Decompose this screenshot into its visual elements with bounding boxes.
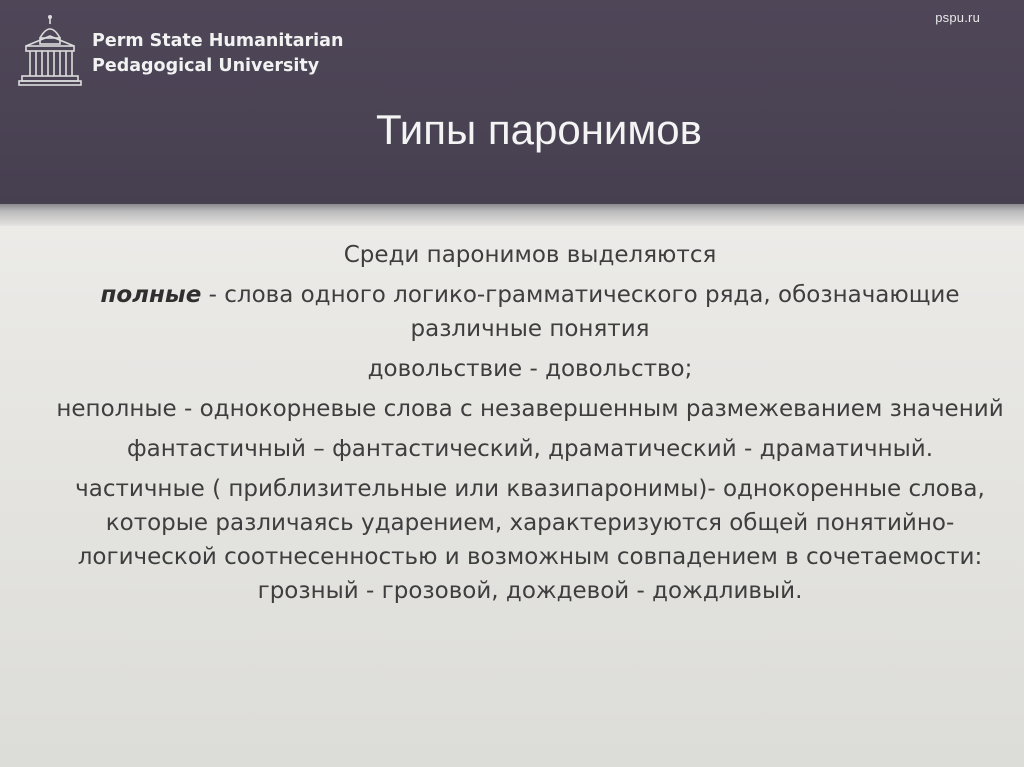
university-name-line-1: Perm State Humanitarian xyxy=(92,31,344,51)
intro-line: Среди паронимов выделяются xyxy=(343,242,717,268)
header-divider xyxy=(0,204,1024,226)
full-definition-text: - слова одного логико-грамматического ряда, обозначающие различные понятия xyxy=(201,282,960,342)
incomplete-paronyms-example: фантастичный – фантастический, драматический - драматичный. xyxy=(126,436,934,462)
partial-paronyms-definition: частичные ( приблизительные или квазипаронимы)- однокоренные слова, которые различаясь ударением, характеризуются общей понятийно-логической соотнесенностью и возможным совпадением в сочетаемости: грозный - грозовой, дождевой - дождливый. xyxy=(75,476,985,604)
full-paronyms-definition xyxy=(40,278,1020,346)
full-paronyms-example: довольствие - довольство; xyxy=(367,356,693,382)
university-name xyxy=(92,29,343,79)
site-url: pspu.ru xyxy=(935,10,980,25)
header-bar xyxy=(0,0,1024,204)
full-term: полные xyxy=(100,282,202,308)
slide-body xyxy=(40,238,1020,612)
university-building-logo-icon xyxy=(18,12,82,88)
university-name-line-2: Pedagogical University xyxy=(92,56,320,76)
incomplete-paronyms-definition: неполные - однокорневые слова с незавершенным размежеванием значений xyxy=(56,396,1004,422)
slide-title: Типы паронимов xyxy=(376,106,702,153)
